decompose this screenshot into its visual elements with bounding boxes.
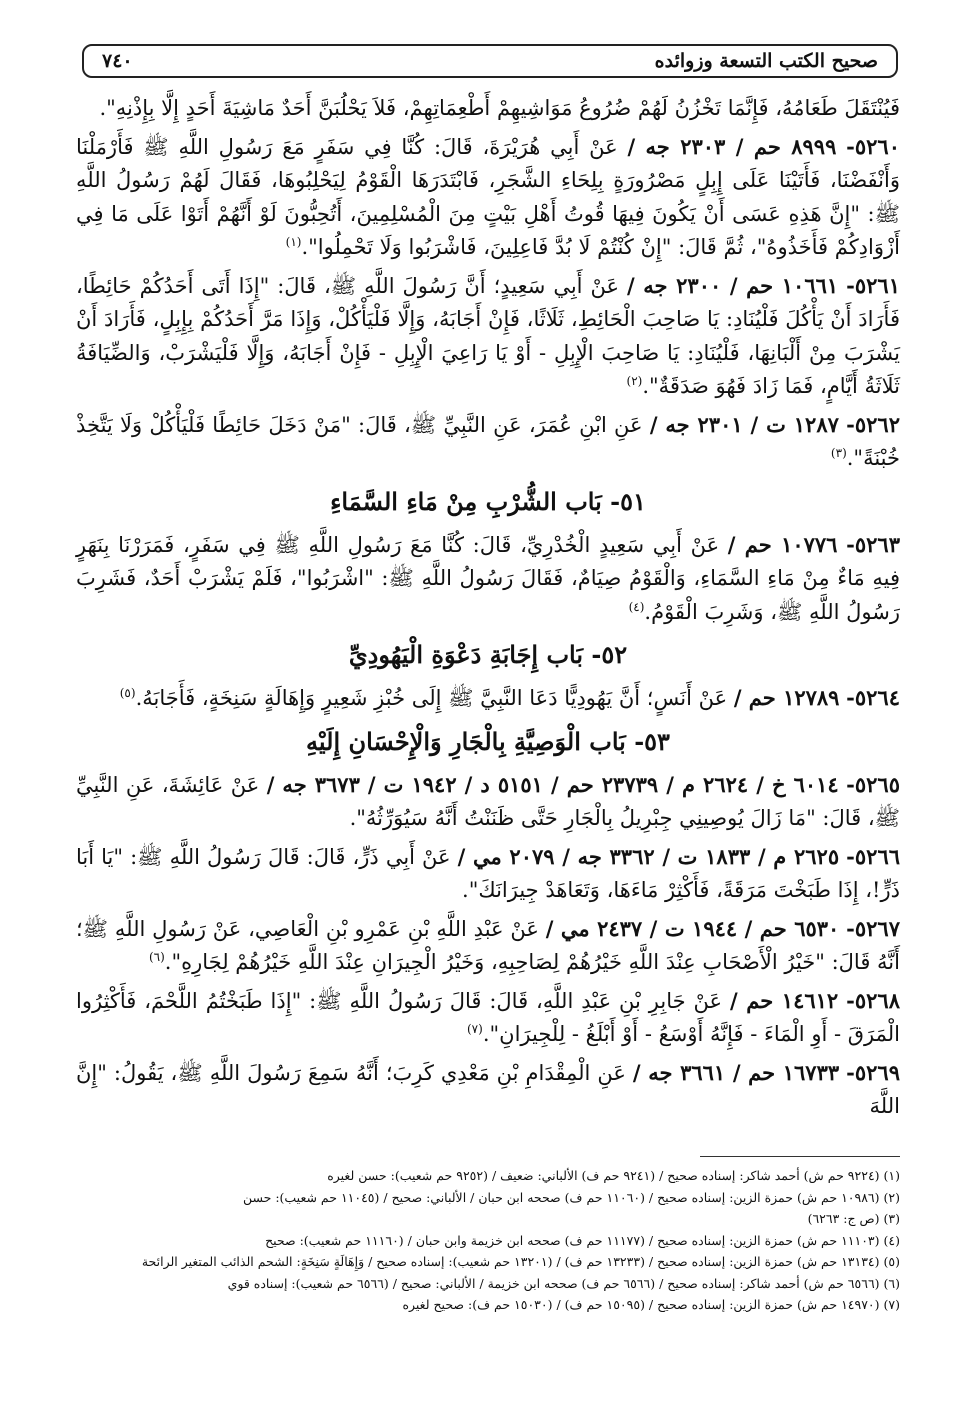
footnote-marker[interactable]: (٣) [830, 446, 847, 460]
hadith-references: ١٦٧٣٣ حم / ٣٦٦١ جه / [632, 1059, 840, 1085]
footnote-item: (٥) (١٣١٣٤ حم ش) حمزة الزين: إسناده صحيح / (١٣٢٣٣ حم ف) / (١٣٢٠١ حم شعيب): إسناده صحيح / وَإِهَالَةٍ سَنِخَةٍ: الشحم الذائب المتغير الرائحة [141, 1254, 900, 1269]
hadith-entry [76, 840, 900, 908]
footnote-item: (١) (٩٢٢٤ حم ش) أحمد شاكر: إسناده صحيح / (٩٢٤١ حم ف) الألباني: ضعيف / (٩٢٥٢ حم شعيب): حسن لغيره [327, 1168, 900, 1183]
footnote-item: (٧) (١٤٩٧٠ حم ش) حمزة الزين: إسناده صحيح / (١٥٠٩٥ حم ف) / (١٥٠٣٠ حم ف): صحيح لغيره [402, 1297, 900, 1312]
chapter-heading: ٥٣- بَاب الْوَصِيَّةِ بِالْجَارِ وَالْإِحْسَانِ إِلَيْهِ [306, 726, 670, 756]
hadith-text: عَنْ أَبِي هُرَيْرَةَ، قَالَ: كُنَّا فِي سَفَرٍ مَعَ رَسُولِ اللَّهِ ﷺ فَأَرْمَلْنَا وَأَنْفَضْنَا، فَأَتَيْنَا عَلَى إِبِلٍ مَصْرُورَةٍ بِلِحَاءِ الشَّجَرِ، فَابْتَدَرَهَا الْقَوْمُ لِيَحْلِبُوهَا، فَقَالَ لَهُمْ رَسُولُ اللَّهِ ﷺ: "إِنَّ هَذِهِ عَسَى أَنْ يَكُونَ فِيهَا قُوتُ أَهْلِ بَيْتٍ مِنَ الْمُسْلِمِينَ، أَتُحِبُّونَ لَوْ أَنَّهُمْ أَتَوْا عَلَى مَا فِي أَزْوَادِكُمْ فَأَخَذُوهُ"، ثُمَّ قَالَ: "إِنْ كُنْتُمْ لَا بُدَّ فَاعِلِينَ، فَاشْرَبُوا وَلَا تَحْمِلُوا". [76, 134, 900, 259]
main-text [76, 92, 900, 1128]
hadith-references: ٨٩٩٩ حم / ٢٣٠٣ جه / [627, 133, 837, 159]
footnote-marker[interactable]: (٢) [626, 374, 643, 388]
hadith-references: ١٠٦٦١ حم / ٢٣٠٠ جه / [627, 272, 839, 298]
hadith-number: ٥٢٦٥- [846, 771, 900, 797]
hadith-text: عَنْ جَابِرِ بْنِ عَبْدِ اللَّهِ، قَالَ: قَالَ رَسُولُ اللَّهِ ﷺ: "إِذَا طَبَخْتُمُ اللَّحْمَ، فَأَكْثِرُوا الْمَرَقَ - أَوِ الْمَاءَ - فَإِنَّهُ أَوْسَعُ - أَوْ أَبْلَغُ - لِلْجِيرَانِ". [76, 988, 900, 1046]
chapter-heading: ٥١- بَاب الشُّرْبِ مِنْ مَاءِ السَّمَاءِ [330, 486, 646, 516]
hadith-references: ١٢٧٨٩ حم / [733, 685, 840, 710]
hadith-number: ٥٢٦٢- [846, 411, 900, 437]
hadith-references: ٦٠١٤ خ / ٢٦٢٤ م / ٢٣٧٣٩ حم / ٥١٥١ د / ١٩٤٢ ت / ٣٦٧٣ جه / [266, 771, 839, 797]
hadith-entry [76, 681, 900, 716]
hadith-number: ٥٢٦٨- [846, 987, 900, 1013]
hadith-text: عَنْ أَنَسٍ؛ أَنَّ يَهُودِيًّا دَعَا النَّبِيَّ ﷺ إِلَى خُبْزِ شَعِيرٍ وَإِهَالَةٍ سَنِخَةٍ، فَأَجَابَهُ. [135, 686, 728, 710]
hadith-entry [76, 130, 900, 265]
hadith-number: ٥٢٦٩- [846, 1059, 900, 1085]
hadith-entry [76, 984, 900, 1052]
hadith-number: ٥٢٦٧- [846, 915, 900, 941]
hadith-text: عَنْ أَبِي سَعِيدٍ الْخُدْرِيِّ، قَالَ: كُنَّا مَعَ رَسُولِ اللَّهِ ﷺ فِي سَفَرٍ، فَمَرَرْنَا بِنَهَرٍ فِيهِ مَاءٌ مِنْ مَاءِ السَّمَاءِ، وَالْقَوْمُ صِيَامٌ، فَقَالَ رَسُولُ اللَّهِ ﷺ: "اشْرَبُوا"، فَلَمْ يَشْرَبْ أَحَدٌ، فَشَرِبَ رَسُولُ اللَّهِ ﷺ، وَشَرِبَ الْقَوْمُ. [76, 532, 900, 624]
hadith-text: عَنْ أَبِي ذَرٍّ، قَالَ: قَالَ رَسُولُ اللَّهِ ﷺ: "يَا أَبَا ذَرٍّ!، إِذَا طَبَخْتَ مَرَقَةً، فَأَكْثِرْ مَاءَهَا، وَتَعَاهَدْ جِيرَانَكَ". [76, 844, 900, 902]
footnote-marker[interactable]: (٧) [466, 1022, 483, 1036]
hadith-references: ١٤٦١٢ حم / [730, 987, 839, 1013]
footnote-separator [700, 1156, 900, 1157]
hadith-entry [76, 912, 900, 980]
hadith-text: عَنْ عَبْدِ اللَّهِ بْنِ عَمْرِو بْنِ الْعَاصِي، عَنْ رَسُولِ اللَّهِ ﷺ؛ أَنَّهُ قَالَ: "خَيْرُ الْأَصْحَابِ عِنْدَ اللَّهِ خَيْرُهُمْ لِصَاحِبِهِ، وَخَيْرُ الْجِيرَانِ عِنْدَ اللَّهِ خَيْرُهُمْ لِجَارِهِ". [76, 916, 900, 974]
footnote-item: (٣) (ص ج: ٦٢٦٣) [807, 1211, 900, 1226]
footnote-marker[interactable]: (٦) [148, 950, 165, 964]
hadith-number: ٥٢٦١- [846, 272, 900, 298]
hadith-references: ١٢٨٧ ت / ٢٣٠١ جه / [649, 411, 839, 437]
hadith-text: عَنْ أَبِي سَعِيدٍ؛ أَنَّ رَسُولَ اللَّهِ ﷺ، قَالَ: "إِذَا أَتَى أَحَدُكُمْ حَائِطًا، فَأَرَادَ أَنْ يَأْكُلَ فَلْيُنَادِ: يَا صَاحِبَ الْحَائِطِ، ثَلَاثًا، فَإِنْ أَجَابَهُ، وَإِلَّا فَلْيَأْكُلْ، وَإِذَا مَرَّ أَحَدُكُمْ بِإِبِلٍ، فَأَرَادَ أَنْ يَشْرَبَ مِنْ أَلْبَانِهَا، فَلْيُنَادِ: يَا صَاحِبَ الْإِبِلِ - أَوْ يَا رَاعِيَ الْإِبِلِ - فَإِنْ أَجَابَهُ، وَإِلَّا فَلْيَشْرَبْ، وَالضِّيَافَةُ ثَلَاثَةُ أَيَّامٍ، فَمَا زَادَ فَهُوَ صَدَقَةٌ". [76, 273, 900, 398]
footnote-marker[interactable]: (١) [285, 235, 302, 249]
footnote-marker[interactable]: (٥) [119, 686, 136, 700]
hadith-text: عَنِ ابْنِ عُمَرَ، عَنِ النَّبِيِّ ﷺ، قَالَ: "مَنْ دَخَلَ حَائِطًا فَلْيَأْكُلْ وَلَا يَتَّخِذْ خُبْنَةً". [76, 412, 900, 470]
footnote-item: (٤) (١١١٠٣ حم ش) حمزة الزين: إسناده صحيح / (١١١٧٧ حم ف) صححه ابن خزيمة وابن حبان / (١١١٦٠ حم شعيب): صحيح [265, 1232, 900, 1248]
hadith-number: ٥٢٦٦- [846, 843, 901, 869]
hadith-number: ٥٢٦٤- [846, 685, 900, 710]
page-number: ٧٤٠ [102, 50, 133, 72]
hadith-entry [76, 408, 900, 476]
hadith-text: عَنِ الْمِقْدَامِ بْنِ مَعْدِي كَرِبَ؛ أَنَّهُ سَمِعَ رَسُولَ اللَّهِ ﷺ، يَقُولُ: "إِنَّ اللَّهَ [76, 1060, 900, 1118]
chapter-heading: ٥٢- بَاب إِجَابَةِ دَعْوَةِ الْيَهُودِيِّ [348, 640, 628, 669]
hadith-references: ٢٦٢٥ م / ١٨٣٣ ت / ٣٣٦٢ جه / ٢٠٧٩ مي / [457, 843, 840, 869]
hadith-references: ٦٥٣٠ حم / ١٩٤٤ ت / ٢٤٣٧ مي / [545, 915, 840, 941]
hadith-entry [76, 528, 900, 630]
footnote-item: (٦) (٦٥٦٦ حم ش) أحمد شاكر: إسناده صحيح / (٦٥٦٦ حم ف) صححه ابن خزيمة / الألباني: صحيح / (٦٥٦٦ حم شعيب): إسناده قوي [227, 1275, 900, 1291]
continuation-text: فَيُنْتَقَلَ طَعَامُهُ، فَإِنَّمَا تَخْزُنُ لَهُمْ ضُرُوعُ مَوَاشِيهِمْ أَطْعِمَاتِهِمْ، فَلاَ يَحْلُبَنَّ أَحَدٌ مَاشِيَةَ أَحَدٍ إِلَّا بِإِذْنِهِ". [99, 96, 900, 120]
footnote-item: (٢) (١٠٩٨٦ حم ش) حمزة الزين: إسناده صحيح / (١١٠٦٠ حم ف) صححه ابن حبان / الألباني: صحيح / (١١٠٤٥ حم شعيب): حسن [242, 1189, 900, 1205]
book-title: صحيح الكتب التسعة وزوائده [654, 50, 878, 72]
hadith-text: عَنْ عَائِشَةَ، عَنِ النَّبِيِّ ﷺ، قَالَ: "مَا زَالَ يُوصِينِي جِبْرِيلُ بِالْجَارِ حَتَّى ظَنَنْتُ أَنَّهُ سَيُوَرِّثُهُ". [76, 772, 900, 830]
hadith-entry [76, 768, 900, 836]
hadith-entry [76, 269, 900, 404]
footnote-marker[interactable]: (٤) [628, 599, 645, 614]
hadith-entry [76, 1056, 900, 1124]
hadith-references: ١٠٧٧٦ حم / [727, 531, 838, 557]
page-header [82, 44, 898, 78]
hadith-number: ٥٢٦٠- [846, 133, 900, 159]
hadith-number: ٥٢٦٣- [846, 531, 900, 557]
footnotes [76, 1165, 900, 1316]
